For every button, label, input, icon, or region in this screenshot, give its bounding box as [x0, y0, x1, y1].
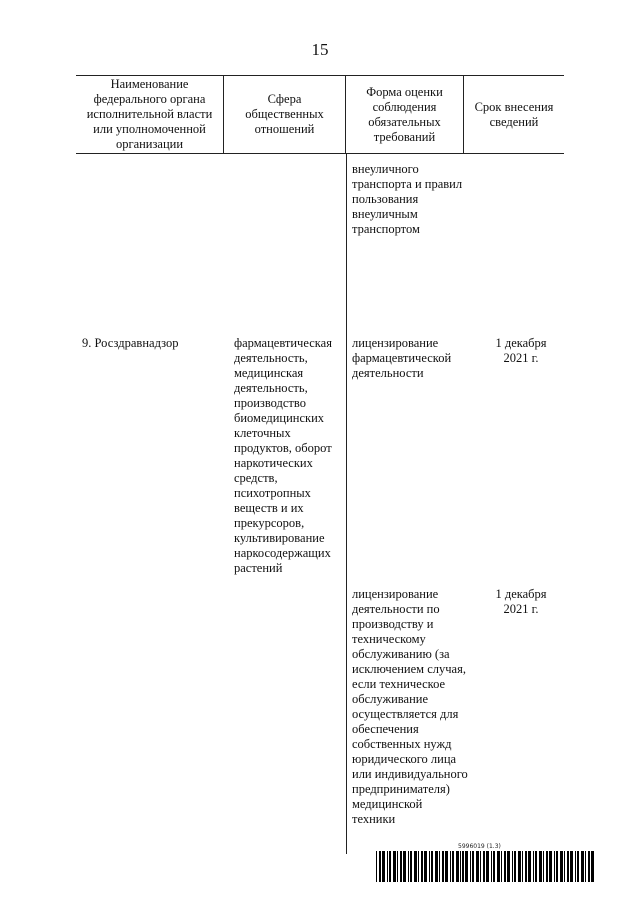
barcode-stripe — [588, 851, 590, 882]
barcode-stripe — [535, 851, 537, 882]
barcode-stripe — [470, 851, 471, 882]
barcode-stripe — [450, 851, 451, 882]
barcode-stripe — [585, 851, 586, 882]
barcode-stripe — [379, 851, 381, 882]
barcode-stripe — [514, 851, 516, 882]
barcode-stripe — [518, 851, 521, 882]
barcode-stripe — [575, 851, 576, 882]
barcode-stripe — [442, 851, 444, 882]
barcode-stripe — [533, 851, 534, 882]
barcode-stripe — [435, 851, 438, 882]
barcode-stripe — [389, 851, 391, 882]
barcode-stripe — [456, 851, 459, 882]
page-number: 15 — [311, 40, 329, 59]
barcode-stripe — [421, 851, 423, 882]
barcode-stripe — [462, 851, 464, 882]
barcode-stripe — [522, 851, 523, 882]
barcode-stripe — [483, 851, 485, 882]
barcode-stripe — [512, 851, 513, 882]
requirements-table — [76, 75, 564, 854]
table-header — [76, 75, 564, 154]
header-sphere: Сфера общественных отношений — [224, 76, 346, 153]
barcode-caption: 5996019 (1.3) — [458, 843, 501, 850]
barcode-stripe — [528, 851, 531, 882]
barcode-stripe — [554, 851, 555, 882]
row9-form-cell: лицензирование фармацевтической деятельности — [352, 336, 452, 380]
barcode-stripe — [486, 851, 489, 882]
barcode-stripe — [414, 851, 417, 882]
barcode-stripe — [460, 851, 461, 882]
barcode-stripe — [507, 851, 510, 882]
barcode-stripe — [497, 851, 500, 882]
barcode-stripe — [410, 851, 412, 882]
header-deadline: Срок внесения сведений — [474, 99, 554, 129]
barcode-stripe — [472, 851, 474, 882]
document-barcode — [376, 843, 596, 882]
barcode-stripe — [424, 851, 427, 882]
barcode-stripe — [577, 851, 579, 882]
row9-deadline-cell: 1 декабря 2021 г. — [495, 336, 547, 365]
row9-authority-cell: 9. Росздравнадзор — [82, 336, 179, 350]
barcode-stripe — [439, 851, 440, 882]
barcode-stripe — [445, 851, 448, 882]
barcode-stripe — [567, 851, 569, 882]
barcode-stripe — [408, 851, 409, 882]
barcode-stripe — [382, 851, 385, 882]
barcode-stripe — [549, 851, 552, 882]
barcode-stripe — [556, 851, 558, 882]
continuation-form-cell: внеуличного транспорта и правил пользования внеуличным транспортом — [352, 162, 463, 236]
barcode-stripe — [546, 851, 548, 882]
barcode-stripe — [429, 851, 430, 882]
header-authority: Наименование федерального органа исполнительной власти или уполномоченной организации — [76, 76, 224, 153]
barcode-stripe — [581, 851, 584, 882]
barcode-stripe — [504, 851, 506, 882]
row9-sphere-cell: фармацевтическая деятельность, медицинская деятельность, производство биомедицинских клеточных продуктов, оборот наркотических средств, психотропных веществ и их прекурсоров, культивирование наркосодержащих растений — [234, 336, 332, 575]
barcode-stripe — [525, 851, 527, 882]
column-divider — [346, 154, 347, 854]
barcode-bars — [376, 851, 596, 882]
barcode-stripe — [543, 851, 544, 882]
barcode-stripe — [393, 851, 396, 882]
barcode-stripe — [570, 851, 573, 882]
barcode-stripe — [493, 851, 495, 882]
barcode-stripe — [376, 851, 377, 882]
row9b-deadline-cell: 1 декабря 2021 г. — [495, 587, 547, 616]
barcode-stripe — [431, 851, 433, 882]
barcode-stripe — [397, 851, 398, 882]
row9b-form-cell: лицензирование деятельности по производству и техническому обслуживанию (за исключением случая, если техническое обслуживание осуществляется для обеспечения собственных нужд юридического лица или индивидуального предпринимателя) медицинской техники — [352, 587, 468, 826]
barcode-stripe — [465, 851, 468, 882]
barcode-stripe — [539, 851, 542, 882]
table-body — [76, 154, 564, 854]
barcode-stripe — [480, 851, 481, 882]
header-assessment-form: Форма оценки соблюдения обязательных требований — [346, 76, 464, 153]
barcode-stripe — [400, 851, 402, 882]
barcode-stripe — [452, 851, 454, 882]
barcode-stripe — [560, 851, 563, 882]
barcode-stripe — [491, 851, 492, 882]
barcode-stripe — [418, 851, 419, 882]
barcode-stripe — [403, 851, 406, 882]
barcode-stripe — [591, 851, 594, 882]
barcode-stripe — [476, 851, 479, 882]
barcode-stripe — [564, 851, 565, 882]
barcode-stripe — [387, 851, 388, 882]
barcode-stripe — [501, 851, 502, 882]
